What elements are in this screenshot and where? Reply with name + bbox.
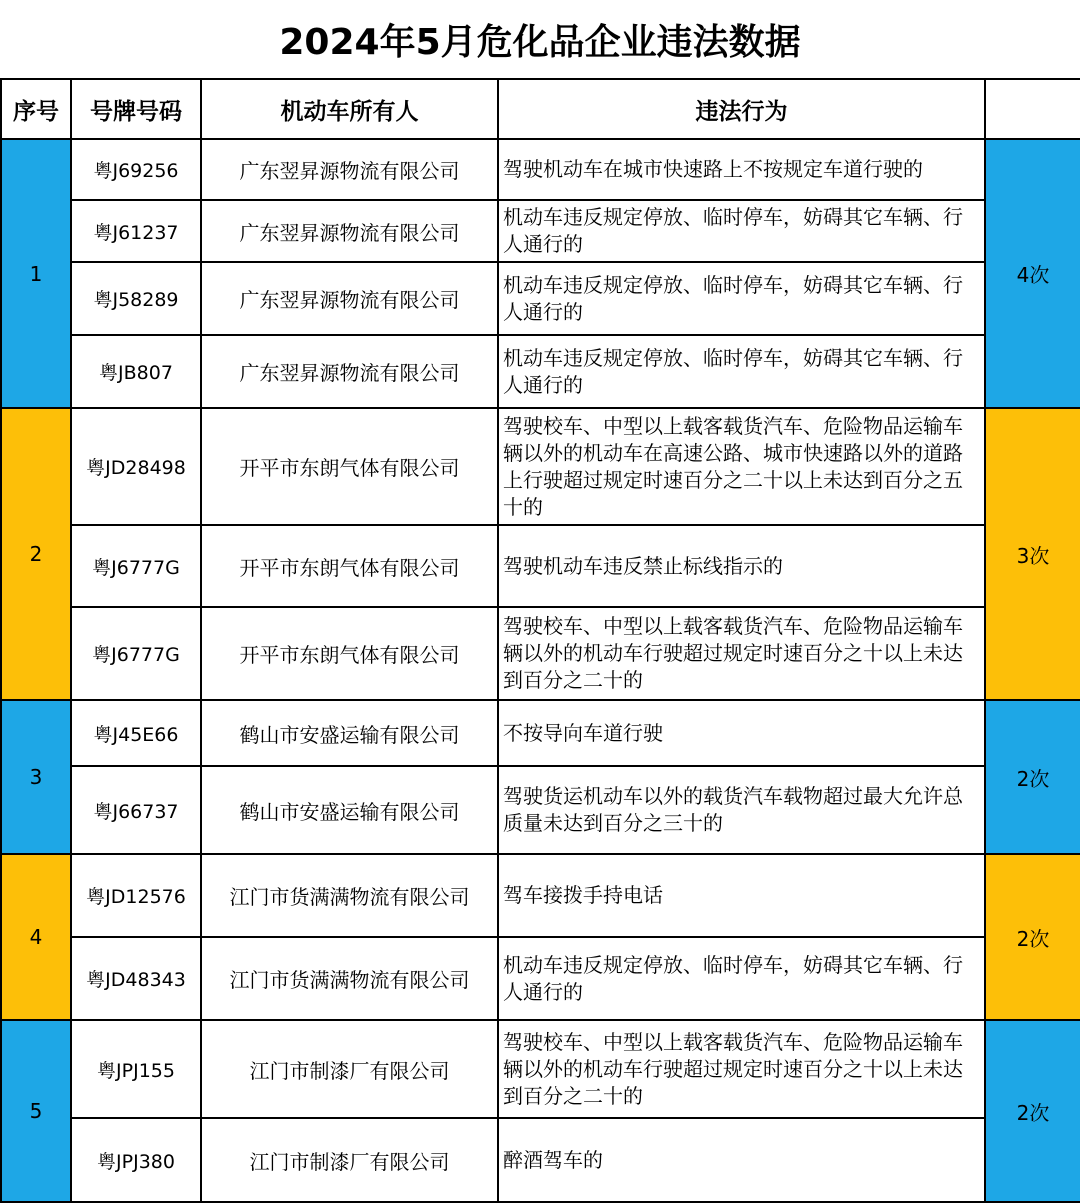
plate-cell: 粤J6777G: [71, 607, 201, 700]
page-title: 2024年5月危化品企业违法数据: [279, 21, 801, 63]
header-owner: 机动车所有人: [201, 79, 498, 139]
plate-cell: 粤J58289: [71, 262, 201, 335]
group-count: 2次: [985, 700, 1080, 854]
owner-cell: 江门市制漆厂有限公司: [201, 1020, 498, 1118]
owner-cell: 开平市东朗气体有限公司: [201, 408, 498, 525]
header-violation: 违法行为: [498, 79, 985, 139]
group-index: 3: [1, 700, 71, 854]
group-count: 4次: [985, 139, 1080, 408]
table-row: [1, 262, 1080, 335]
table-row: [1, 1118, 1080, 1202]
group-count: 3次: [985, 408, 1080, 700]
group-index: 2: [1, 408, 71, 700]
group-index: 1: [1, 139, 71, 408]
owner-cell: 广东翌昇源物流有限公司: [201, 335, 498, 408]
table-row: [1, 525, 1080, 607]
table-row: [1, 937, 1080, 1020]
violation-cell: 机动车违反规定停放、临时停车，妨碍其它车辆、行人通行的: [498, 937, 985, 1020]
plate-cell: 粤J69256: [71, 139, 201, 200]
violation-cell: 机动车违反规定停放、临时停车，妨碍其它车辆、行人通行的: [498, 262, 985, 335]
owner-cell: 开平市东朗气体有限公司: [201, 525, 498, 607]
owner-cell: 广东翌昇源物流有限公司: [201, 139, 498, 200]
violation-cell: 机动车违反规定停放、临时停车，妨碍其它车辆、行人通行的: [498, 200, 985, 262]
plate-cell: 粤J45E66: [71, 700, 201, 766]
group-index: 4: [1, 854, 71, 1020]
table-row: [1, 408, 1080, 525]
owner-cell: 江门市制漆厂有限公司: [201, 1118, 498, 1202]
plate-cell: 粤J6777G: [71, 525, 201, 607]
violation-cell: 驾驶货运机动车以外的载货汽车载物超过最大允许总质量未达到百分之三十的: [498, 766, 985, 854]
header-plate: 号牌号码: [71, 79, 201, 139]
group-index: 5: [1, 1020, 71, 1202]
plate-cell: 粤J66737: [71, 766, 201, 854]
violation-cell: 驾驶校车、中型以上载客载货汽车、危险物品运输车辆以外的机动车行驶超过规定时速百分之十以上未达到百分之二十的: [498, 1020, 985, 1118]
table-row: [1, 854, 1080, 937]
violation-cell: 驾驶校车、中型以上载客载货汽车、危险物品运输车辆以外的机动车行驶超过规定时速百分之十以上未达到百分之二十的: [498, 607, 985, 700]
plate-cell: 粤JD48343: [71, 937, 201, 1020]
header-row: [1, 79, 1080, 139]
owner-cell: 江门市货满满物流有限公司: [201, 937, 498, 1020]
table-row: [1, 607, 1080, 700]
header-count: [985, 79, 1080, 139]
header-index: 序号: [1, 79, 71, 139]
violations-table: [0, 78, 1080, 1203]
violation-cell: 不按导向车道行驶: [498, 700, 985, 766]
owner-cell: 鹤山市安盛运输有限公司: [201, 700, 498, 766]
table-row: [1, 200, 1080, 262]
table-row: [1, 1020, 1080, 1118]
table-row: [1, 700, 1080, 766]
table-row: [1, 139, 1080, 200]
plate-cell: 粤JPJ380: [71, 1118, 201, 1202]
owner-cell: 开平市东朗气体有限公司: [201, 607, 498, 700]
plate-cell: 粤JD12576: [71, 854, 201, 937]
plate-cell: 粤JB807: [71, 335, 201, 408]
violation-cell: 驾驶机动车违反禁止标线指示的: [498, 525, 985, 607]
violation-cell: 机动车违反规定停放、临时停车，妨碍其它车辆、行人通行的: [498, 335, 985, 408]
violation-cell: 驾驶校车、中型以上载客载货汽车、危险物品运输车辆以外的机动车在高速公路、城市快速路以外的道路上行驶超过规定时速百分之二十以上未达到百分之五十的: [498, 408, 985, 525]
plate-cell: 粤JPJ155: [71, 1020, 201, 1118]
violation-cell: 醉酒驾车的: [498, 1118, 985, 1202]
owner-cell: 鹤山市安盛运输有限公司: [201, 766, 498, 854]
owner-cell: 广东翌昇源物流有限公司: [201, 200, 498, 262]
table-row: [1, 766, 1080, 854]
violation-cell: 驾车接拨手持电话: [498, 854, 985, 937]
plate-cell: 粤J61237: [71, 200, 201, 262]
table-row: [1, 335, 1080, 408]
group-count: 2次: [985, 1020, 1080, 1202]
owner-cell: 江门市货满满物流有限公司: [201, 854, 498, 937]
plate-cell: 粤JD28498: [71, 408, 201, 525]
violation-cell: 驾驶机动车在城市快速路上不按规定车道行驶的: [498, 139, 985, 200]
owner-cell: 广东翌昇源物流有限公司: [201, 262, 498, 335]
group-count: 2次: [985, 854, 1080, 1020]
